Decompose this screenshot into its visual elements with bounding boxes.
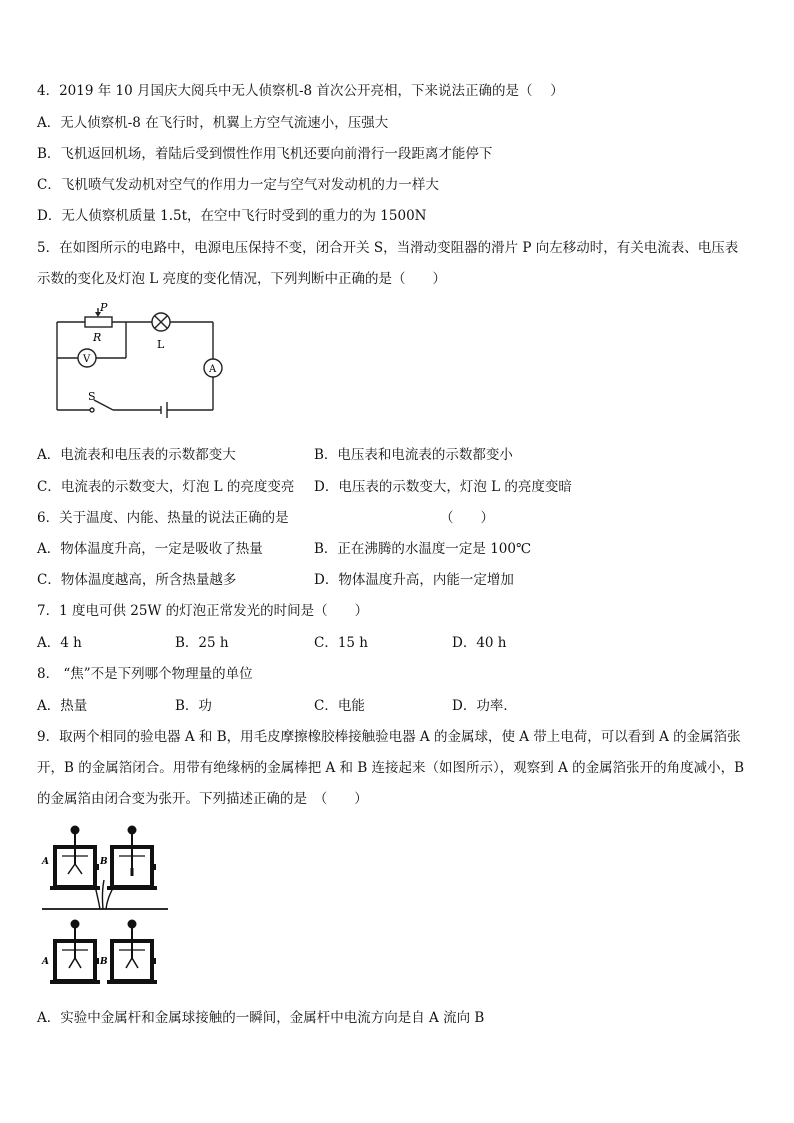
electroscope-label-a-bottom: A [42, 957, 49, 967]
q9-stem-line1: 9．取两个相同的验电器 A 和 B，用毛皮摩擦橡胶棒接触验电器 A 的金属球，使 A 带上电荷，可以看到 A 的金属箔张 [37, 729, 741, 745]
q8-option-a: A．热量 [37, 698, 88, 714]
electroscope-label-b-top: B [100, 857, 108, 867]
q8-option-d: D．功率． [452, 698, 517, 714]
q8-option-c: C．电能 [314, 698, 365, 714]
q6-option-c: C．物体温度越高，所含热量越多 [37, 572, 237, 588]
resistor-label-r: R [93, 331, 102, 344]
q5-circuit-diagram [40, 300, 240, 420]
electroscope-label-a-top: A [42, 857, 49, 867]
q4-option-a: A．无人侦察机-8 在飞行时，机翼上方空气流速小，压强大 [37, 115, 389, 131]
ammeter-label-a: A [209, 364, 217, 375]
q7-stem: 7．1 度电可供 25W 的灯泡正常发光的时间是（ ） [37, 603, 369, 619]
slider-label-p: P [100, 301, 108, 314]
q6-option-d: D．物体温度升高，内能一定增加 [314, 572, 514, 588]
q9-stem-line3: 的金属箔由闭合变为张开。下列描述正确的是 （ ） [37, 791, 368, 807]
q8-stem: 8． “焦”不是下列哪个物理量的单位 [37, 666, 253, 682]
q9-option-a: A．实验中金属杆和金属球接触的一瞬间，金属杆中电流方向是自 A 流向 B [37, 1010, 485, 1026]
q4-option-c: C．飞机喷气发动机对空气的作用力一定与空气对发动机的力一样大 [37, 177, 439, 193]
q5-option-c: C．电流表的示数变大，灯泡 L 的亮度变亮 [37, 479, 295, 495]
q9-electroscope-diagram [40, 820, 170, 992]
q7-option-b: B．25 h [175, 635, 229, 651]
q5-option-d: D．电压表的示数变大，灯泡 L 的亮度变暗 [314, 479, 572, 495]
lamp-label-l: L [157, 338, 165, 351]
voltmeter-label-v: V [83, 354, 91, 365]
q4-option-d: D．无人侦察机质量 1.5t，在空中飞行时受到的重力的为 1500N [37, 208, 427, 224]
q4-option-b: B．飞机返回机场，着陆后受到惯性作用飞机还要向前滑行一段距离才能停下 [37, 146, 493, 162]
q5-stem-line2: 示数的变化及灯泡 L 亮度的变化情况，下列判断中正确的是（ ） [37, 271, 447, 287]
q5-stem-line1: 5．在如图所示的电路中，电源电压保持不变，闭合开关 S，当滑动变阻器的滑片 P 向左移动时，有关电流表、电压表 [37, 240, 739, 256]
q6-answer-paren: （ ） [440, 510, 494, 526]
q7-option-a: A．4 h [37, 635, 82, 651]
q6-option-a: A．物体温度升高，一定是吸收了热量 [37, 541, 263, 557]
q6-option-b: B．正在沸腾的水温度一定是 100℃ [314, 541, 532, 557]
q6-stem: 6．关于温度、内能、热量的说法正确的是 [37, 510, 289, 526]
electroscope-label-b-bottom: B [100, 957, 108, 967]
q8-option-b: B．功 [175, 698, 212, 714]
q7-option-d: D．40 h [452, 635, 507, 651]
q9-stem-line2: 开，B 的金属箔闭合。用带有绝缘柄的金属棒把 A 和 B 连接起来（如图所示），观察到 A 的金属箔张开的角度减小，B [37, 760, 745, 776]
q5-option-b: B．电压表和电流表的示数都变小 [314, 447, 513, 463]
switch-label-s: S [88, 390, 96, 403]
q4-stem: 4．2019 年 10 月国庆大阅兵中无人侦察机-8 首次公开亮相，下来说法正确的是（ ） [37, 83, 564, 99]
q7-option-c: C．15 h [314, 635, 368, 651]
q5-option-a: A．电流表和电压表的示数都变大 [37, 447, 236, 463]
